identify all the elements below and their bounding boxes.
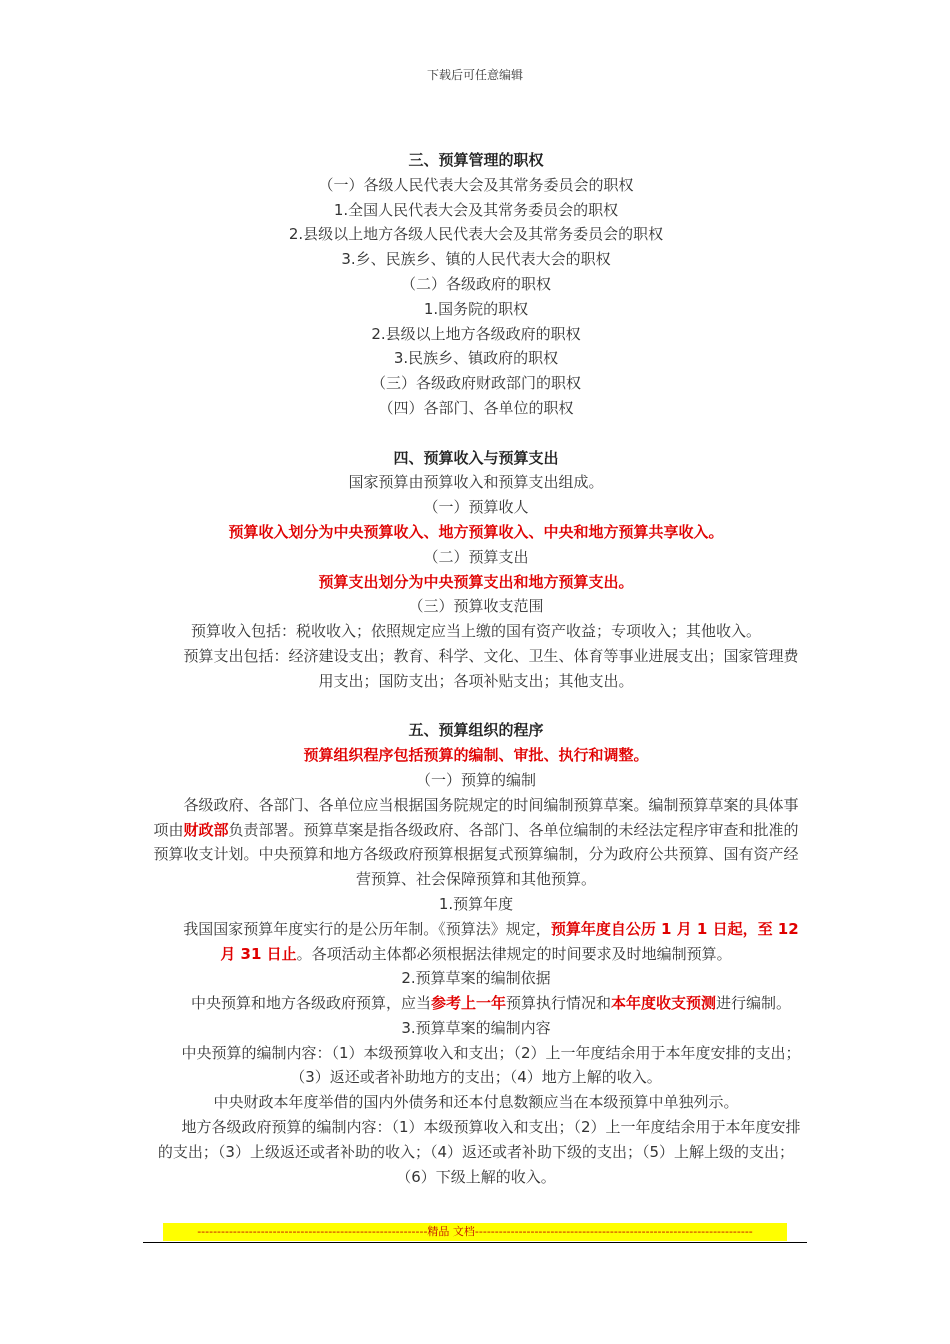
sec4-line-1: 国家预算由预算收入和预算支出组成。	[348, 473, 604, 492]
sec4-line-4: （二）预算支出	[423, 547, 529, 566]
sec3-line-6: 1.国务院的职权	[423, 299, 529, 318]
sec5-paragraph-4: 中央预算的编制内容：（1）本级预算收入和支出；（2）上一年度结余用于本年度安排的支出；（3）返还或者补助地方的支出；（4）地方上解的收入。	[181, 1043, 801, 1087]
highlight-ministry-of-finance: 财政部	[183, 820, 229, 839]
sec3-line-5: （二）各级政府的职权	[400, 274, 551, 293]
sec4-line-6: （三）预算收支范围	[408, 597, 544, 616]
highlight-forecast: 本年度收支预测	[611, 994, 717, 1013]
sec5-paragraph-3: 中央预算和地方各级政府预算，应当参考上一年预算执行情况和本年度收支预测进行编制。	[190, 994, 792, 1013]
sec4-highlight-1: 预算收入划分为中央预算收入、地方预算收入、中央和地方预算共享收入。	[228, 522, 724, 541]
sec3-line-1: （一）各级人民代表大会及其常务委员会的职权	[318, 175, 634, 194]
section-4-title: 四、预算收入与预算支出	[393, 448, 559, 467]
highlight-budget-year: 预算年度自公历 1 月 1 日起，至 12 月 31 日止	[220, 919, 799, 963]
sec3-line-8: 3.民族乡、镇政府的职权	[393, 349, 559, 368]
section-3-title: 三、预算管理的职权	[408, 151, 544, 169]
sec3-line-4: 3.乡、民族乡、镇的人民代表大会的职权	[341, 250, 611, 269]
sec5-paragraph-5: 中央财政本年度举借的国内外债务和还本付息数额应当在本级预算中单独列示。	[213, 1093, 739, 1112]
document-body	[150, 148, 802, 1189]
footer-banner: ----------------------------------------------------------精品 文档----------------------------------------------------------------------	[163, 1223, 787, 1241]
section-5-title: 五、预算组织的程序	[408, 721, 544, 740]
sec3-line-10: （四）各部门、各单位的职权	[378, 398, 574, 417]
sec4-line-2: （一）预算收人	[423, 498, 529, 517]
sec3-line-2: 1.全国人民代表大会及其常务委员会的职权	[333, 200, 619, 219]
page-header: 下载后可任意编辑	[426, 68, 523, 82]
sec5-paragraph-1: 各级政府、各部门、各单位应当根据国务院规定的时间编制预算草案。编制预算草案的具体事项由财政部负责部署。预算草案是指各级政府、各部门、各单位编制的未经法定程序审查和批准的预算收支计划。中央预算和地方各级政府预算根据复式预算编制，分为政府公共预算、国有资产经营预算、社会保障预算和其他预算。	[153, 795, 799, 889]
sec4-line-8: 预算支出包括：经济建设支出；教育、科学、文化、卫生、体育等事业进展支出；国家管理费用支出；国防支出；各项补贴支出；其他支出。	[183, 646, 799, 690]
sec5-line-4: 2.预算草案的编制依据	[401, 969, 551, 988]
sec3-line-3: 2.县级以上地方各级人民代表大会及其常务委员会的职权	[288, 225, 664, 244]
footer-label: 精品 文档	[427, 1225, 475, 1238]
sec5-paragraph-6: 地方各级政府预算的编制内容：（1）本级预算收入和支出；（2）上一年度结余用于本年度安排的支出；（3）上级返还或者补助的收入；（4）返还或者补助下级的支出；（5）上解上级的支出；（6）下级上解的收入。	[157, 1118, 801, 1186]
sec5-line-5: 3.预算草案的编制内容	[401, 1018, 551, 1037]
sec4-highlight-2: 预算支出划分为中央预算支出和地方预算支出。	[318, 572, 634, 591]
sec4-line-7: 预算收入包括：税收收入；依照规定应当上缴的国有资产收益；专项收入；其他收入。	[190, 622, 761, 641]
sec5-highlight-1: 预算组织程序包括预算的编制、审批、执行和调整。	[303, 746, 649, 765]
sec3-line-9: （三）各级政府财政部门的职权	[370, 374, 581, 393]
sec5-line-2: （一）预算的编制	[415, 770, 536, 789]
footer-rule	[143, 1242, 807, 1243]
sec5-line-3: 1.预算年度	[438, 894, 514, 913]
sec5-paragraph-2: 我国国家预算年度实行的是公历年制。《预算法》规定，预算年度自公历 1 月 1 日起，至 12 月 31 日止。各项活动主体都必须根据法律规定的时间要求及时地编制预算。	[183, 919, 799, 963]
sec3-line-7: 2.县级以上地方各级政府的职权	[371, 324, 581, 343]
highlight-previous-year: 参考上一年	[430, 994, 506, 1013]
